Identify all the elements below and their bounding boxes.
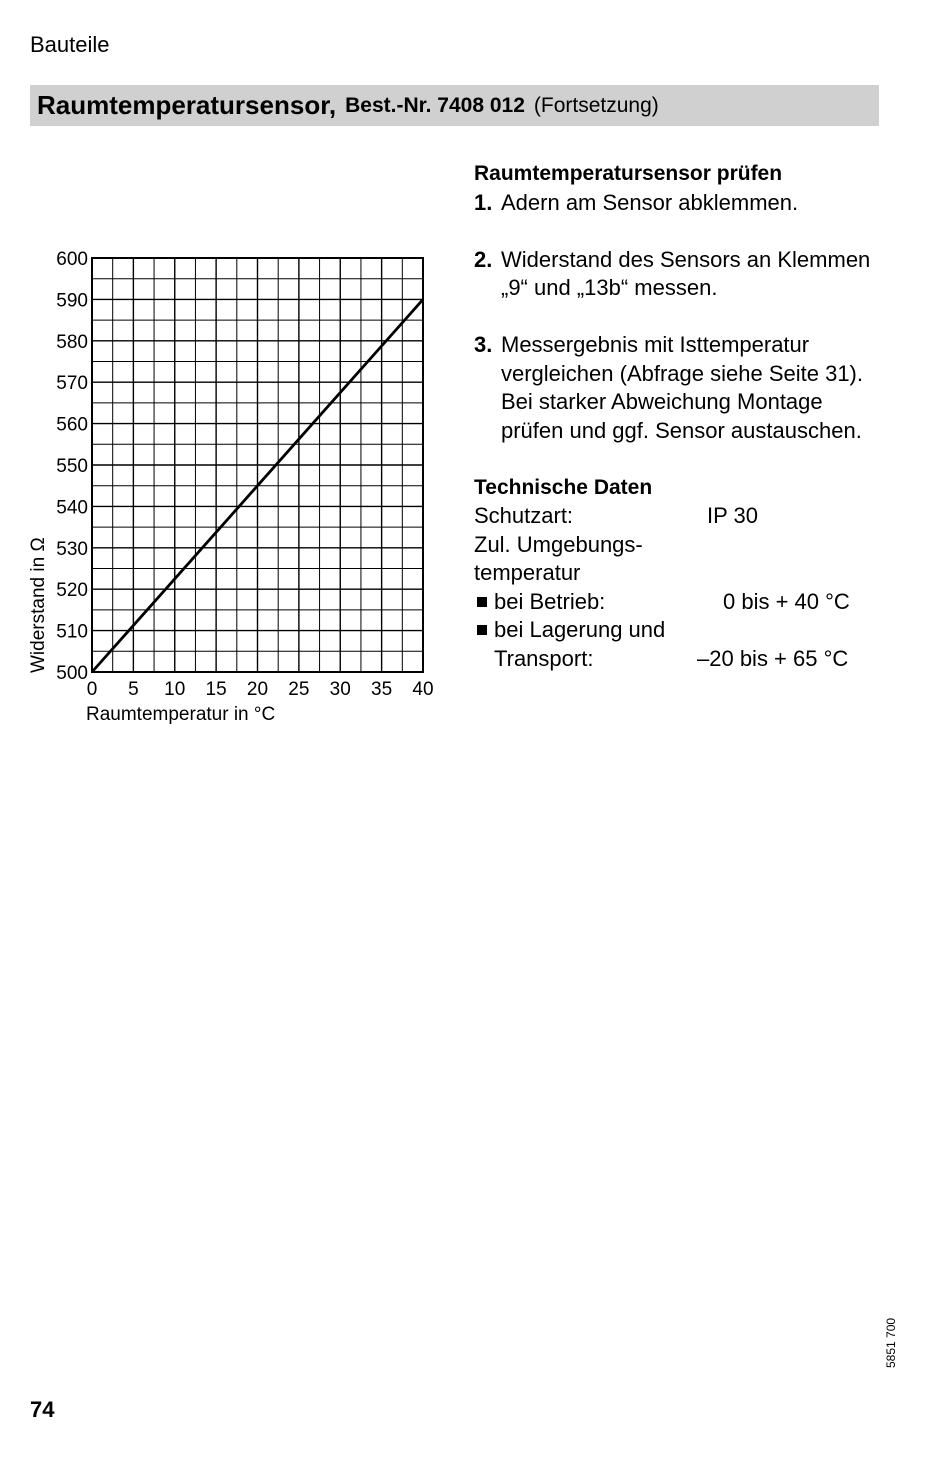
step-2-number: 2.	[474, 246, 493, 272]
x-tick-label: 25	[288, 679, 310, 700]
protection-value: IP 30	[707, 503, 758, 528]
right-column	[474, 160, 884, 673]
step-3-number: 3.	[474, 332, 493, 357]
step-3-text-2: Bei starker Abweichung Montage prüfen und ggf. Sensor austauschen.	[501, 389, 862, 443]
storage-row-2	[474, 645, 884, 674]
operation-value: 0 bis + 40 °C	[723, 588, 850, 614]
x-axis-label: Raumtemperatur in °C	[86, 704, 276, 725]
y-tick-label: 520	[56, 580, 88, 602]
ambient-label-row-1	[474, 531, 884, 560]
ambient-label-row-2	[474, 559, 884, 588]
operation-item	[474, 588, 605, 617]
y-tick-labels	[56, 249, 88, 684]
order-number: Best.-Nr. 7408 012	[345, 93, 525, 117]
storage-row-1	[474, 616, 884, 645]
bullet-square-icon	[477, 625, 487, 635]
check-heading: Raumtemperatursensor prüfen	[474, 162, 783, 185]
y-tick-label: 510	[56, 621, 88, 643]
protection-row	[474, 502, 884, 531]
y-tick-label: 530	[56, 538, 88, 560]
document-number: 5851 700	[884, 1317, 898, 1368]
continuation-note: (Fortsetzung)	[533, 93, 659, 117]
operation-label: bei Betrieb:	[494, 588, 606, 614]
step-3	[474, 331, 884, 445]
storage-value: –20 bis + 65 °C	[697, 645, 849, 671]
x-tick-label: 10	[164, 679, 186, 700]
storage-label-1: bei Lagerung und	[494, 617, 666, 642]
x-tick-label: 35	[371, 679, 393, 700]
x-tick-label: 40	[412, 679, 434, 700]
chart-grid	[92, 258, 423, 672]
resistance-chart	[20, 240, 460, 740]
x-tick-label: 30	[329, 679, 351, 700]
storage-label-2: Transport:	[494, 645, 594, 671]
ambient-label-2: temperatur	[474, 560, 581, 585]
step-1-number: 1.	[474, 189, 493, 215]
ambient-label-1: Zul. Umgebungs-	[474, 531, 643, 557]
y-axis-label: Widerstand in Ω	[28, 537, 49, 673]
x-tick-labels	[87, 679, 434, 700]
step-3-text: Messergebnis mit Isttemperatur vergleichen (Abfrage siehe Seite 31).	[501, 332, 863, 386]
page-title: Raumtemperatursensor,	[37, 90, 337, 120]
y-tick-label: 500	[56, 663, 88, 684]
x-tick-label: 20	[246, 679, 269, 700]
step-2-text: Widerstand des Sensors an Klemmen „9“ und „13b“ messen.	[501, 246, 871, 300]
resistance-chart-svg	[20, 240, 460, 740]
step-3-body	[501, 331, 884, 445]
page-title-bar	[30, 85, 879, 126]
page-number: 74	[30, 1397, 55, 1422]
y-tick-label: 570	[56, 373, 88, 395]
x-tick-label: 15	[205, 679, 227, 700]
step-2	[474, 246, 884, 303]
step-1	[474, 189, 884, 218]
y-tick-label: 600	[56, 249, 88, 270]
y-tick-label: 580	[56, 331, 88, 353]
protection-label: Schutzart:	[474, 503, 574, 528]
x-tick-label: 0	[86, 679, 98, 700]
section-label: Bauteile	[30, 32, 110, 57]
x-tick-label: 5	[128, 679, 139, 700]
y-tick-label: 550	[56, 456, 88, 477]
y-tick-label: 590	[56, 290, 88, 312]
y-tick-label: 560	[56, 414, 88, 436]
step-1-text: Adern am Sensor abklemmen.	[501, 189, 799, 215]
operation-row	[474, 588, 884, 617]
tech-heading: Technische Daten	[474, 475, 653, 499]
bullet-square-icon	[477, 597, 487, 607]
storage-item	[474, 616, 665, 645]
y-tick-label: 540	[56, 497, 88, 519]
